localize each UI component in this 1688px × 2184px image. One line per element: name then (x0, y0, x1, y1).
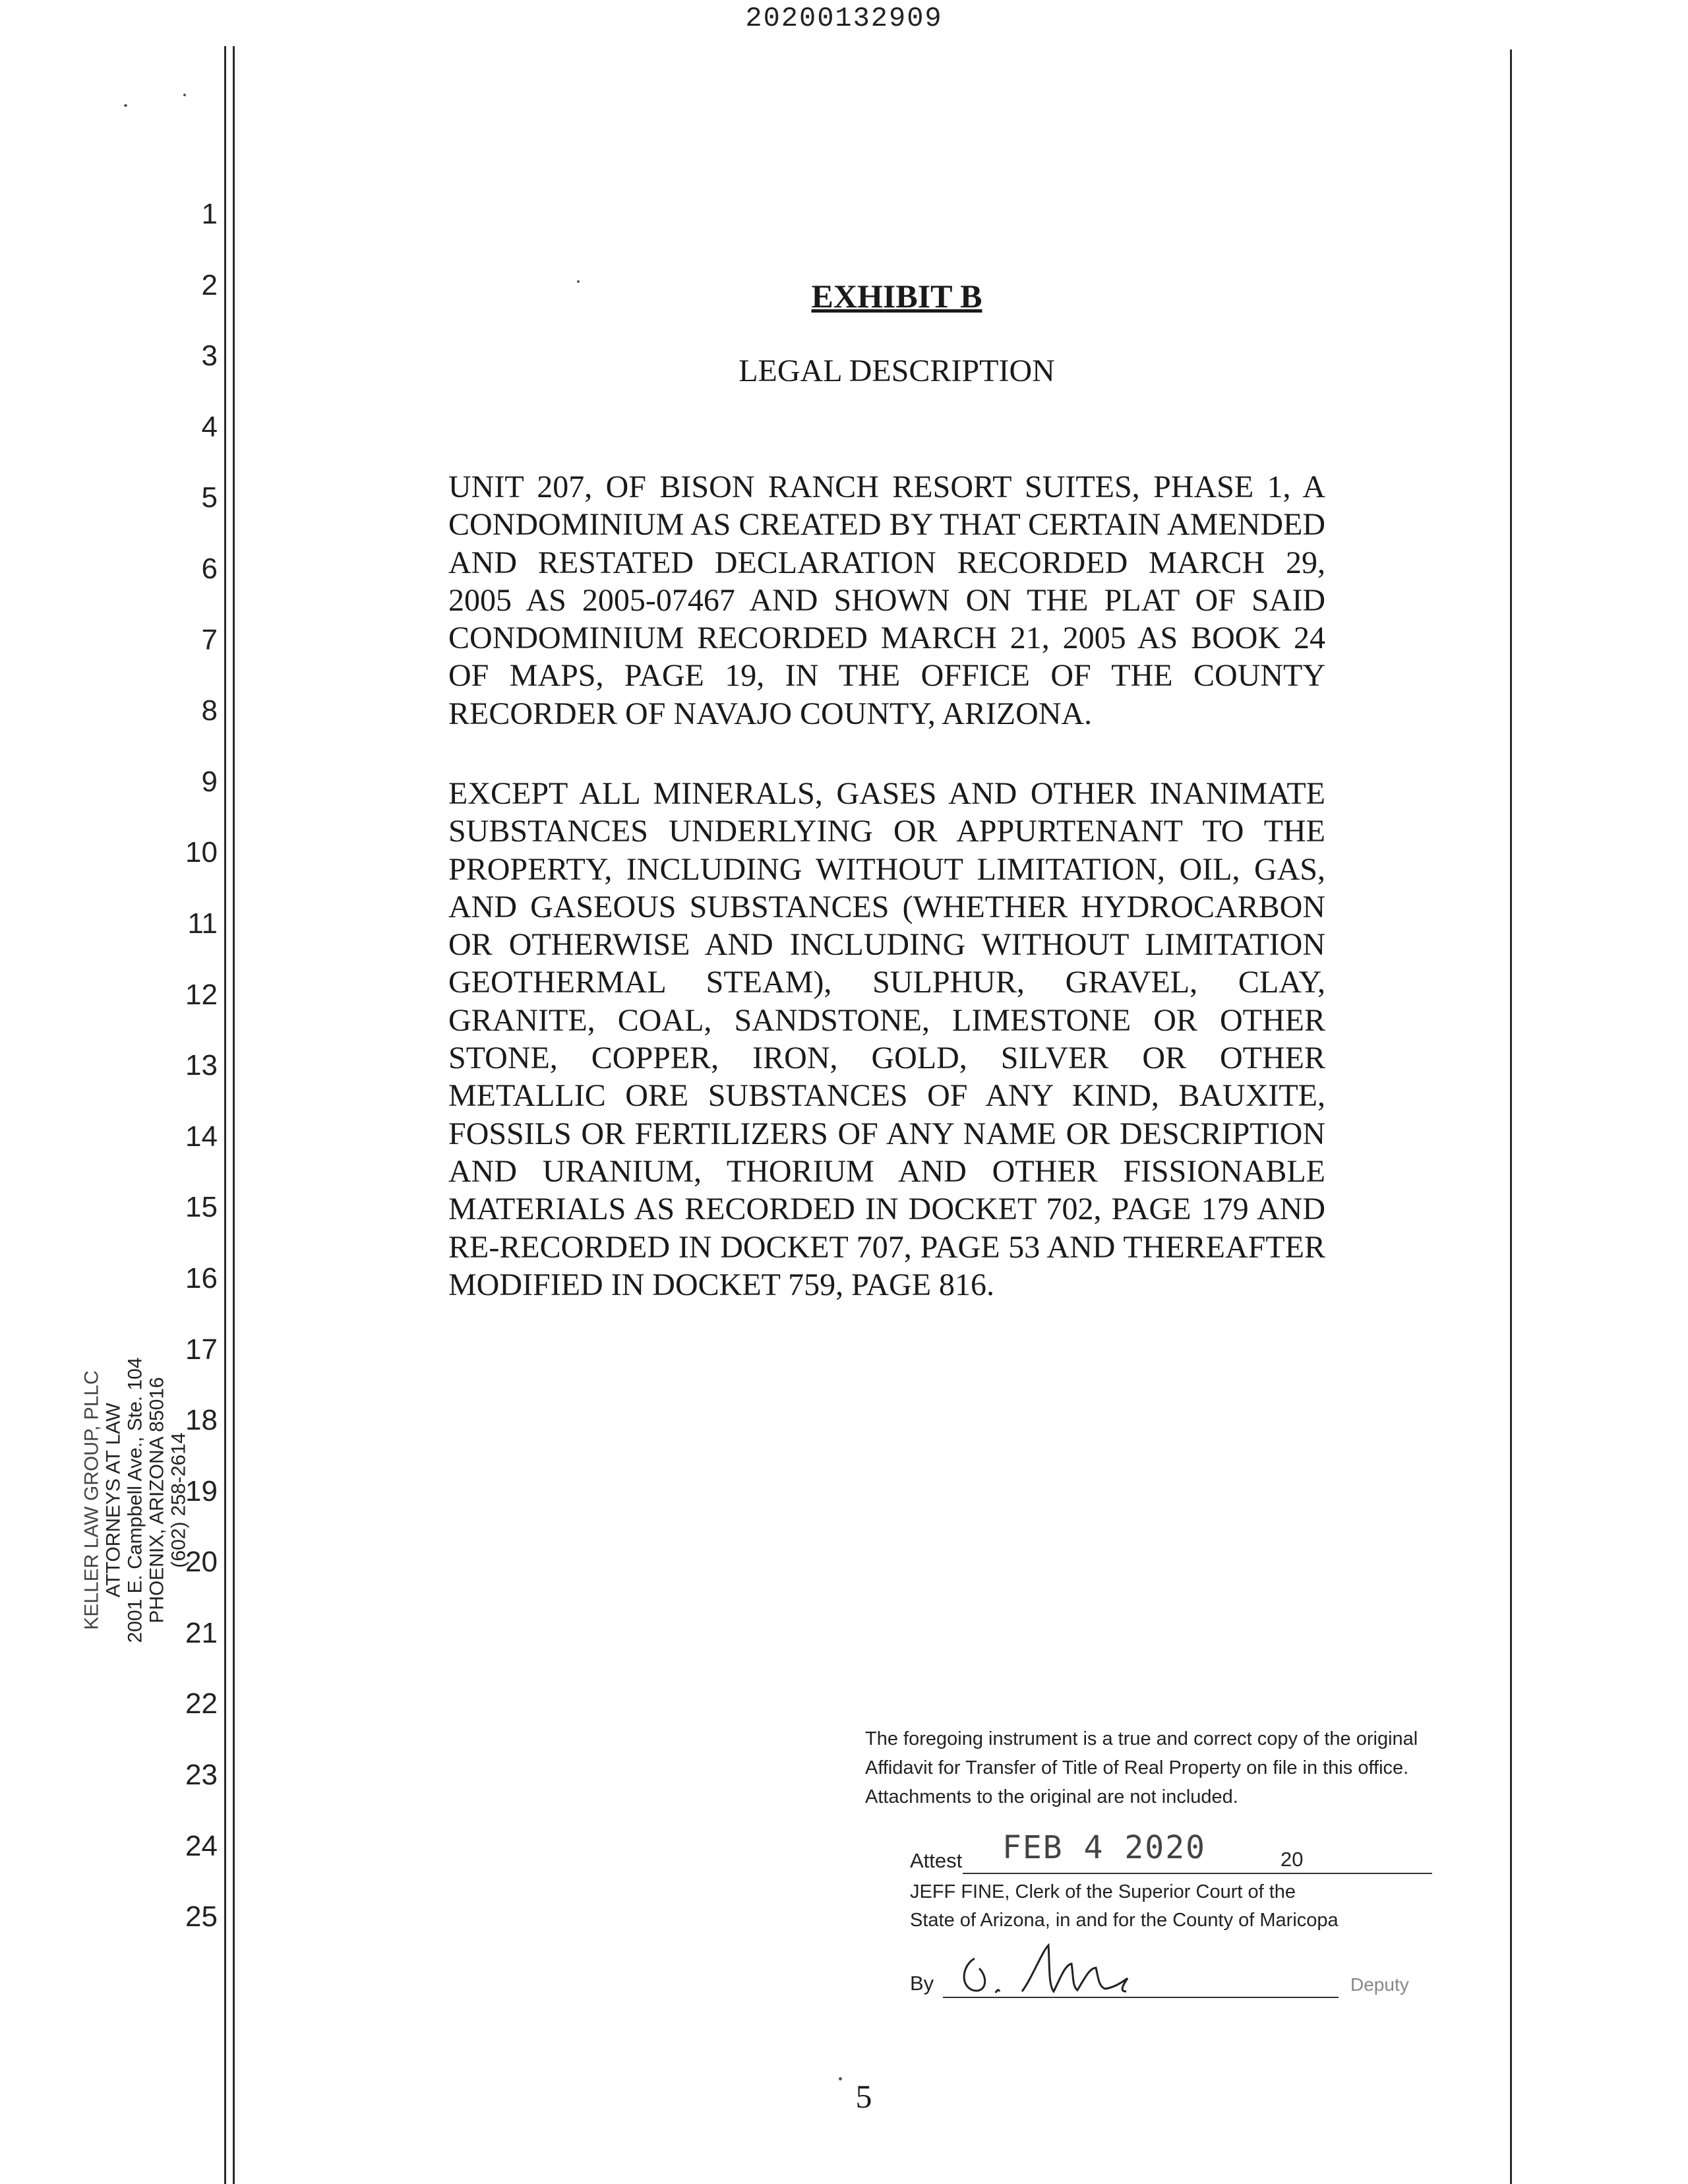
attest-date-stamp: FEB 4 2020 (1002, 1829, 1206, 1866)
page-number: 5 (855, 2078, 872, 2115)
handwritten-signature (950, 1939, 1193, 2005)
line-number: 8 (201, 694, 218, 727)
margin-rule-left-1 (224, 46, 226, 2184)
line-number: 6 (201, 552, 218, 585)
clerk-text (910, 1878, 1451, 1935)
scan-speck (124, 104, 127, 107)
scan-speck (183, 94, 186, 96)
line-number: 10 (185, 836, 218, 869)
law-firm-block (81, 1357, 190, 1643)
line-number: 22 (185, 1687, 218, 1720)
firm-phone: (602) 258-2614 (167, 1432, 190, 1568)
clerk-line: JEFF FINE, Clerk of the Superior Court of the (910, 1881, 1296, 1902)
certification-line: The foregoing instrument is a true and correct copy of the original (865, 1728, 1418, 1749)
attest-row (910, 1829, 1437, 1873)
firm-title: ATTORNEYS AT LAW (102, 1403, 125, 1598)
line-number: 13 (185, 1049, 218, 1082)
line-number: 21 (185, 1616, 218, 1649)
line-number: 7 (201, 623, 218, 656)
line-number: 1 (201, 198, 218, 230)
line-number: 24 (185, 1829, 218, 1862)
exhibit-title: EXHIBIT B (811, 278, 982, 315)
exhibit-subtitle: LEGAL DESCRIPTION (738, 353, 1055, 388)
document-number: 20200132909 (745, 3, 943, 34)
certification-line: Attachments to the original are not included. (865, 1786, 1238, 1807)
margin-rule-right (1510, 49, 1512, 2184)
line-number: 5 (201, 481, 218, 514)
line-number: 4 (201, 410, 218, 443)
line-number: 16 (185, 1261, 218, 1294)
deputy-label: Deputy (1350, 1974, 1409, 1995)
attest-underline (963, 1873, 1432, 1874)
firm-name: KELLER LAW GROUP, PLLC (80, 1370, 103, 1630)
line-number: 3 (201, 340, 218, 373)
signature-row (910, 1945, 1437, 1998)
attest-label: Attest (910, 1849, 963, 1872)
firm-address: 2001 E. Campbell Ave., Ste. 104 (124, 1357, 146, 1643)
margin-rule-left-2 (233, 46, 235, 2184)
certification-stamp (865, 1724, 1445, 1995)
legal-description-paragraph: UNIT 207, OF BISON RANCH RESORT SUITES, PHASE 1, A CONDOMINIUM AS CREATED BY THAT CERTAIN AMENDED AND RESTATED DECLARATION RECORDED MARCH 29, 2005 AS 2005-07467 AND SHOWN ON THE PLAT OF SAID CONDOMINIUM RECORDED MARCH 21, 2005 AS BOOK 24 OF MAPS, PAGE 19, IN THE OFFICE OF THE COUNTY RECORDER OF NAVAJO COUNTY, ARIZONA. (448, 470, 1325, 731)
clerk-line: State of Arizona, in and for the County of Maricopa (910, 1910, 1339, 1931)
line-number: 25 (185, 1900, 218, 1933)
line-number: 23 (185, 1759, 218, 1792)
scan-speck (577, 280, 580, 283)
line-number: 12 (185, 978, 218, 1011)
line-number: 2 (201, 268, 218, 301)
line-number: 9 (201, 765, 218, 798)
line-number: 18 (185, 1404, 218, 1437)
scan-speck (839, 2077, 842, 2080)
signature-underline (943, 1997, 1339, 1998)
line-number: 15 (185, 1191, 218, 1224)
certification-line: Affidavit for Transfer of Title of Real Property on file in this office. (865, 1757, 1409, 1778)
attest-year-prefix: 20 (1281, 1848, 1304, 1871)
line-number: 11 (187, 907, 218, 940)
firm-city: PHOENIX, ARIZONA 85016 (146, 1377, 168, 1623)
line-number: 14 (185, 1120, 218, 1153)
by-label: By (910, 1972, 934, 1995)
pleading-line-numbers (152, 195, 218, 1968)
line-number: 19 (185, 1474, 218, 1507)
line-number: 20 (185, 1546, 218, 1579)
certification-text (865, 1724, 1445, 1811)
line-number: 17 (185, 1333, 218, 1366)
mineral-exception-paragraph: EXCEPT ALL MINERALS, GASES AND OTHER INANIMATE SUBSTANCES UNDERLYING OR APPURTENANT TO THE PROPERTY, INCLUDING WITHOUT LIMITATION, OIL, GAS, AND GASEOUS SUBSTANCES (WHETHER HYDROCARBON OR OTHERWISE AND INCLUDING WITHOUT LIMITATION GEOTHERMAL STEAM), SULPHUR, GRAVEL, CLAY, GRANITE, COAL, SANDSTONE, LIMESTONE OR OTHER STONE, COPPER, IRON, GOLD, SILVER OR OTHER METALLIC ORE SUBSTANCES OF ANY KIND, BAUXITE, FOSSILS OR FERTILIZERS OF ANY NAME OR DESCRIPTION AND URANIUM, THORIUM AND OTHER FISSIONABLE MATERIALS AS RECORDED IN DOCKET 702, PAGE 179 AND RE-RECORDED IN DOCKET 707, PAGE 53 AND THEREAFTER MODIFIED IN DOCKET 759, PAGE 816. (448, 776, 1325, 1302)
